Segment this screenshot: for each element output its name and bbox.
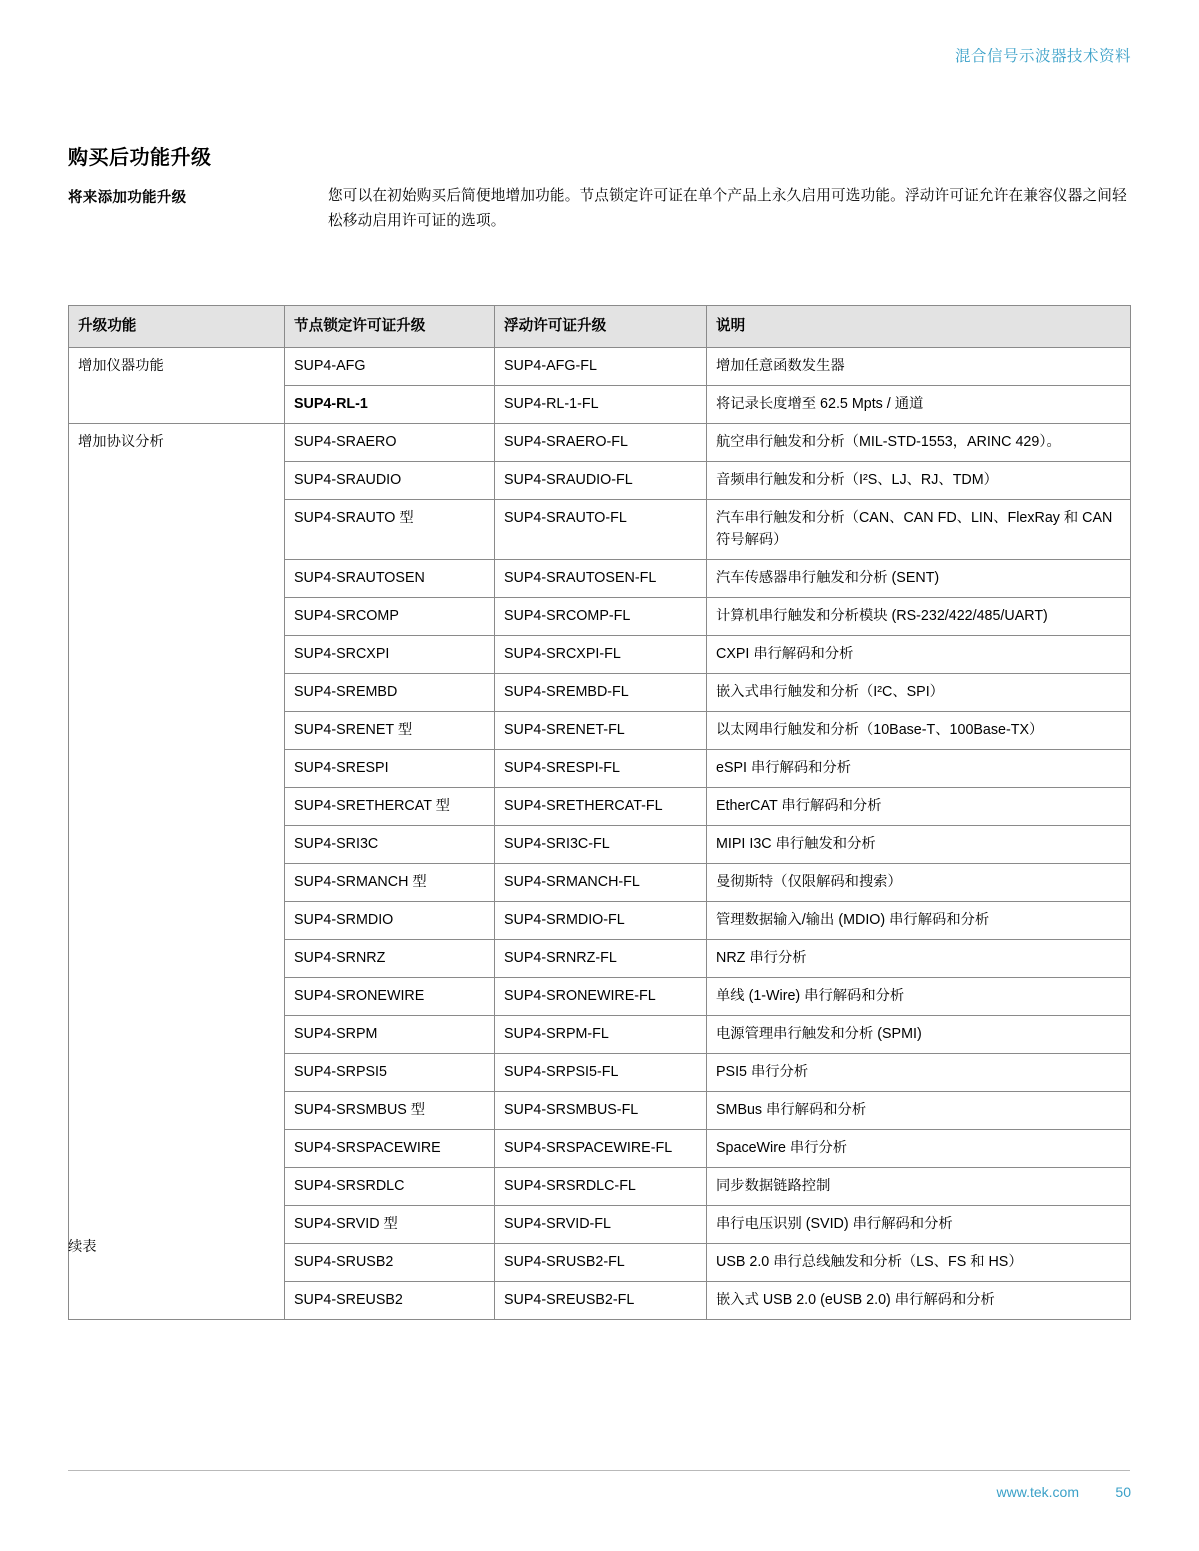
node-locked-code: SUP4-SRSMBUS 型 (285, 1092, 495, 1130)
floating-license-code: SUP4-SRAERO-FL (495, 424, 707, 462)
upgrade-description: 以太网串行触发和分析（10Base-T、100Base-TX） (707, 712, 1131, 750)
floating-license-code: SUP4-SRSRDLC-FL (495, 1168, 707, 1206)
floating-license-code: SUP4-SRNRZ-FL (495, 940, 707, 978)
node-locked-code: SUP4-AFG (285, 348, 495, 386)
floating-license-code: SUP4-SRPSI5-FL (495, 1054, 707, 1092)
node-locked-code: SUP4-SRVID 型 (285, 1206, 495, 1244)
floating-license-code: SUP4-SRUSB2-FL (495, 1244, 707, 1282)
upgrade-description: 将记录长度增至 62.5 Mpts / 通道 (707, 386, 1131, 424)
page-title: 购买后功能升级 (68, 147, 212, 169)
column-header-floating: 浮动许可证升级 (495, 306, 707, 348)
upgrade-description: 电源管理串行触发和分析 (SPMI) (707, 1016, 1131, 1054)
node-locked-code: SUP4-SRETHERCAT 型 (285, 788, 495, 826)
upgrade-description: 汽车串行触发和分析（CAN、CAN FD、LIN、FlexRay 和 CAN 符号解码） (707, 500, 1131, 560)
upgrade-description: 嵌入式串行触发和分析（I²C、SPI） (707, 674, 1131, 712)
node-locked-code: SUP4-SRUSB2 (285, 1244, 495, 1282)
floating-license-code: SUP4-RL-1-FL (495, 386, 707, 424)
upgrade-description: NRZ 串行分析 (707, 940, 1131, 978)
table-row (69, 348, 1131, 386)
table-row (69, 424, 1131, 462)
section-body-text: 您可以在初始购买后简便地增加功能。节点锁定许可证在单个产品上永久启用可选功能。浮动许可证允许在兼容仪器之间轻松移动启用许可证的选项。 (328, 188, 1127, 229)
floating-license-code: SUP4-SRMANCH-FL (495, 864, 707, 902)
node-locked-code: SUP4-RL-1 (285, 386, 495, 424)
upgrade-description: 串行电压识别 (SVID) 串行解码和分析 (707, 1206, 1131, 1244)
upgrade-description: 嵌入式 USB 2.0 (eUSB 2.0) 串行解码和分析 (707, 1282, 1131, 1320)
upgrade-description: CXPI 串行解码和分析 (707, 636, 1131, 674)
section-subheading: 将来添加功能升级 (68, 190, 187, 206)
footer-divider (68, 1470, 1130, 1471)
floating-license-code: SUP4-SRSPACEWIRE-FL (495, 1130, 707, 1168)
column-header-description: 说明 (707, 306, 1131, 348)
floating-license-code: SUP4-SRESPI-FL (495, 750, 707, 788)
footer-page-number: 50 (1115, 1484, 1131, 1500)
floating-license-code: SUP4-SRAUTOSEN-FL (495, 560, 707, 598)
node-locked-code: SUP4-SRCXPI (285, 636, 495, 674)
node-locked-code: SUP4-SRCOMP (285, 598, 495, 636)
floating-license-code: SUP4-SRONEWIRE-FL (495, 978, 707, 1016)
floating-license-code: SUP4-SRMDIO-FL (495, 902, 707, 940)
node-locked-code: SUP4-SRAUTO 型 (285, 500, 495, 560)
upgrade-description: MIPI I3C 串行触发和分析 (707, 826, 1131, 864)
floating-license-code: SUP4-SREMBD-FL (495, 674, 707, 712)
node-locked-code: SUP4-SREUSB2 (285, 1282, 495, 1320)
node-locked-code: SUP4-SRMANCH 型 (285, 864, 495, 902)
node-locked-code: SUP4-SRSPACEWIRE (285, 1130, 495, 1168)
upgrade-description: eSPI 串行解码和分析 (707, 750, 1131, 788)
upgrade-group-name: 增加协议分析 (69, 424, 285, 1320)
floating-license-code: SUP4-SRCOMP-FL (495, 598, 707, 636)
node-locked-code: SUP4-SREMBD (285, 674, 495, 712)
floating-license-code: SUP4-AFG-FL (495, 348, 707, 386)
upgrade-description: PSI5 串行分析 (707, 1054, 1131, 1092)
upgrade-description: 汽车传感器串行触发和分析 (SENT) (707, 560, 1131, 598)
floating-license-code: SUP4-SRETHERCAT-FL (495, 788, 707, 826)
table-continued-label: 续表 (68, 1239, 97, 1255)
node-locked-code: SUP4-SRSRDLC (285, 1168, 495, 1206)
node-locked-code: SUP4-SRAERO (285, 424, 495, 462)
upgrade-description: 航空串行触发和分析（MIL-STD-1553，ARINC 429）。 (707, 424, 1131, 462)
upgrade-description: SpaceWire 串行分析 (707, 1130, 1131, 1168)
page-header-title: 混合信号示波器技术资料 (954, 48, 1131, 65)
floating-license-code: SUP4-SRI3C-FL (495, 826, 707, 864)
upgrade-description: 单线 (1-Wire) 串行解码和分析 (707, 978, 1131, 1016)
node-locked-code: SUP4-SRONEWIRE (285, 978, 495, 1016)
upgrade-group-name: 增加仪器功能 (69, 348, 285, 424)
floating-license-code: SUP4-SRENET-FL (495, 712, 707, 750)
upgrades-table (68, 305, 1131, 1320)
upgrade-description: 增加任意函数发生器 (707, 348, 1131, 386)
node-locked-code: SUP4-SRNRZ (285, 940, 495, 978)
upgrade-description: 音频串行触发和分析（I²S、LJ、RJ、TDM） (707, 462, 1131, 500)
node-locked-code: SUP4-SRPM (285, 1016, 495, 1054)
floating-license-code: SUP4-SRVID-FL (495, 1206, 707, 1244)
upgrade-description: EtherCAT 串行解码和分析 (707, 788, 1131, 826)
node-locked-code: SUP4-SRMDIO (285, 902, 495, 940)
upgrade-description: 管理数据输入/输出 (MDIO) 串行解码和分析 (707, 902, 1131, 940)
floating-license-code: SUP4-SREUSB2-FL (495, 1282, 707, 1320)
node-locked-code: SUP4-SRI3C (285, 826, 495, 864)
footer-url[interactable]: www.tek.com (996, 1484, 1079, 1500)
column-header-node-locked: 节点锁定许可证升级 (285, 306, 495, 348)
upgrade-description: 同步数据链路控制 (707, 1168, 1131, 1206)
node-locked-code: SUP4-SRAUTOSEN (285, 560, 495, 598)
upgrade-description: SMBus 串行解码和分析 (707, 1092, 1131, 1130)
table-header-row (69, 306, 1131, 348)
floating-license-code: SUP4-SRCXPI-FL (495, 636, 707, 674)
floating-license-code: SUP4-SRAUTO-FL (495, 500, 707, 560)
upgrade-description: USB 2.0 串行总线触发和分析（LS、FS 和 HS） (707, 1244, 1131, 1282)
node-locked-code: SUP4-SRESPI (285, 750, 495, 788)
upgrade-description: 曼彻斯特（仅限解码和搜索） (707, 864, 1131, 902)
floating-license-code: SUP4-SRSMBUS-FL (495, 1092, 707, 1130)
floating-license-code: SUP4-SRAUDIO-FL (495, 462, 707, 500)
node-locked-code: SUP4-SRAUDIO (285, 462, 495, 500)
node-locked-code: SUP4-SRPSI5 (285, 1054, 495, 1092)
upgrade-description: 计算机串行触发和分析模块 (RS-232/422/485/UART) (707, 598, 1131, 636)
column-header-feature: 升级功能 (69, 306, 285, 348)
floating-license-code: SUP4-SRPM-FL (495, 1016, 707, 1054)
node-locked-code: SUP4-SRENET 型 (285, 712, 495, 750)
